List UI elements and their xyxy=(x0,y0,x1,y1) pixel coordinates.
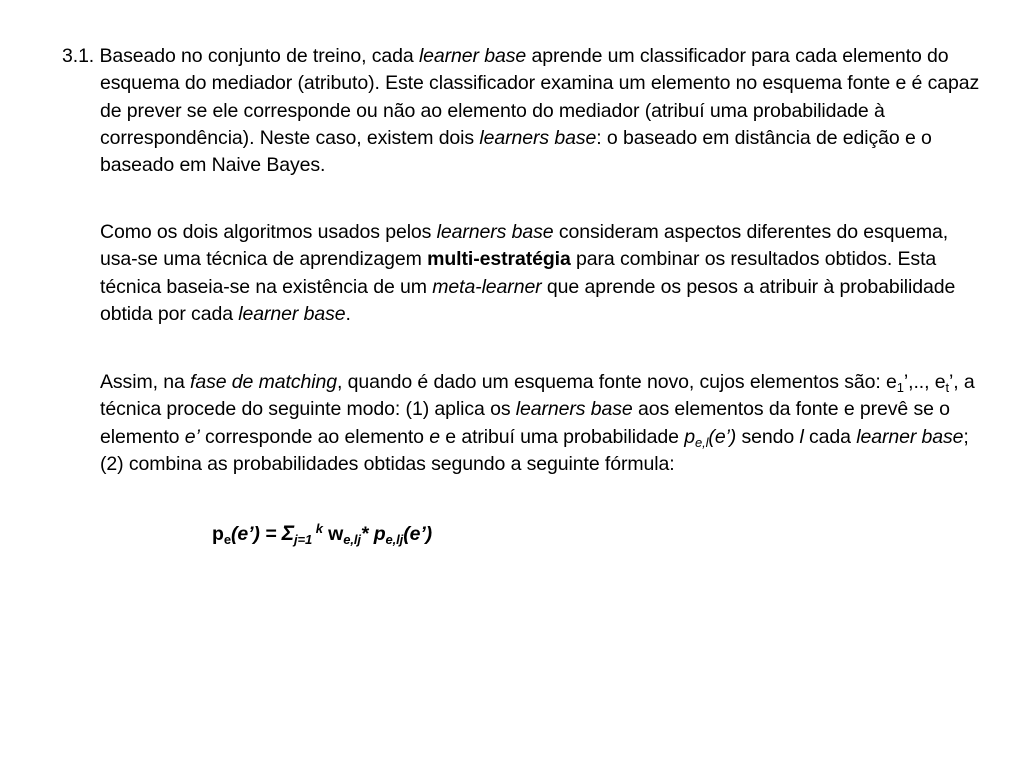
text-run: corresponde ao elemento xyxy=(199,425,430,448)
formula-subscript: e xyxy=(223,532,231,547)
text-run: Assim, na xyxy=(100,371,191,393)
formula-symbol: (e’) = xyxy=(230,523,282,545)
text-run: ; (2) combina as probabilidades obtidas segundo a seguinte fórmula: xyxy=(100,425,969,475)
subscript: e,l xyxy=(694,434,709,450)
italic-term: e xyxy=(429,425,440,448)
formula-symbol: (e’) xyxy=(403,523,433,545)
formula-symbol: p xyxy=(212,523,224,545)
italic-term: p xyxy=(684,425,695,448)
text-run: Como os dois algoritmos usados pelos xyxy=(100,221,437,243)
text-run: que aprende os pesos a atribuir à probabilidade obtida por cada xyxy=(100,275,956,325)
italic-term: learner base xyxy=(238,302,346,325)
formula-symbol: * p xyxy=(360,523,386,545)
text-run: para combinar os resultados obtidos. Esta técnica baseia-se na existência de um xyxy=(100,248,937,298)
italic-term: learner base xyxy=(856,425,964,448)
paragraph-multi-strategy xyxy=(100,219,984,328)
italic-term: meta-learner xyxy=(432,275,542,298)
text-run: consideram aspectos diferentes do esquema, usa-se uma técnica de aprendizagem xyxy=(100,221,949,271)
formula-subscript: e,lj xyxy=(385,532,404,547)
italic-term: learners base xyxy=(515,398,633,421)
text-run: cada xyxy=(803,425,857,448)
bold-term: multi-estratégia xyxy=(427,248,571,271)
formula-superscript: k xyxy=(312,521,323,536)
sigma-symbol: Σ xyxy=(281,522,295,545)
italic-term: learners base xyxy=(479,126,597,149)
italic-term: fase de matching xyxy=(190,371,337,393)
text-run: sendo xyxy=(736,425,800,448)
paragraph-matching-phase xyxy=(100,369,984,478)
italic-term: learner base xyxy=(418,45,527,67)
formula-symbol: w xyxy=(322,523,344,545)
text-run: : o baseado em distância de edição e o baseado em Naive Bayes. xyxy=(100,126,932,177)
text-run: ’,.., e xyxy=(903,371,946,393)
text-run: . xyxy=(345,302,351,325)
formula-subscript: e,lj xyxy=(343,532,361,547)
text-run: Baseado no conjunto de treino, cada xyxy=(94,45,419,67)
text-run: ’, a técnica procede do seguinte modo: (1) aplica os xyxy=(100,371,975,421)
formula-subscript: j=1 xyxy=(294,532,313,547)
list-item-3-1 xyxy=(62,43,984,179)
italic-term: l xyxy=(799,425,804,448)
text-run: e atribuí uma probabilidade xyxy=(439,425,685,448)
item-number: 3.1. xyxy=(62,45,95,67)
italic-term: e’ xyxy=(184,425,200,448)
italic-term: (e’) xyxy=(708,425,737,448)
text-run: , quando é dado um esquema fonte novo, cujos elementos são: e xyxy=(336,371,897,393)
text-run: aprende um classificador para cada elemento do esquema do mediador (atributo). Este classificador examina um elemento no esquema fonte e é capaz de prever se ele corresponde ou não ao elemento do mediador (atribuí uma probabilidade à correspondência). Neste caso, existem dois xyxy=(100,45,980,149)
italic-term: learners base xyxy=(436,221,554,243)
subscript: t xyxy=(945,380,949,395)
subscript: 1 xyxy=(896,380,904,395)
probability-formula xyxy=(212,520,432,548)
text-run: aos elementos da fonte e prevê se o elemento xyxy=(100,398,950,448)
